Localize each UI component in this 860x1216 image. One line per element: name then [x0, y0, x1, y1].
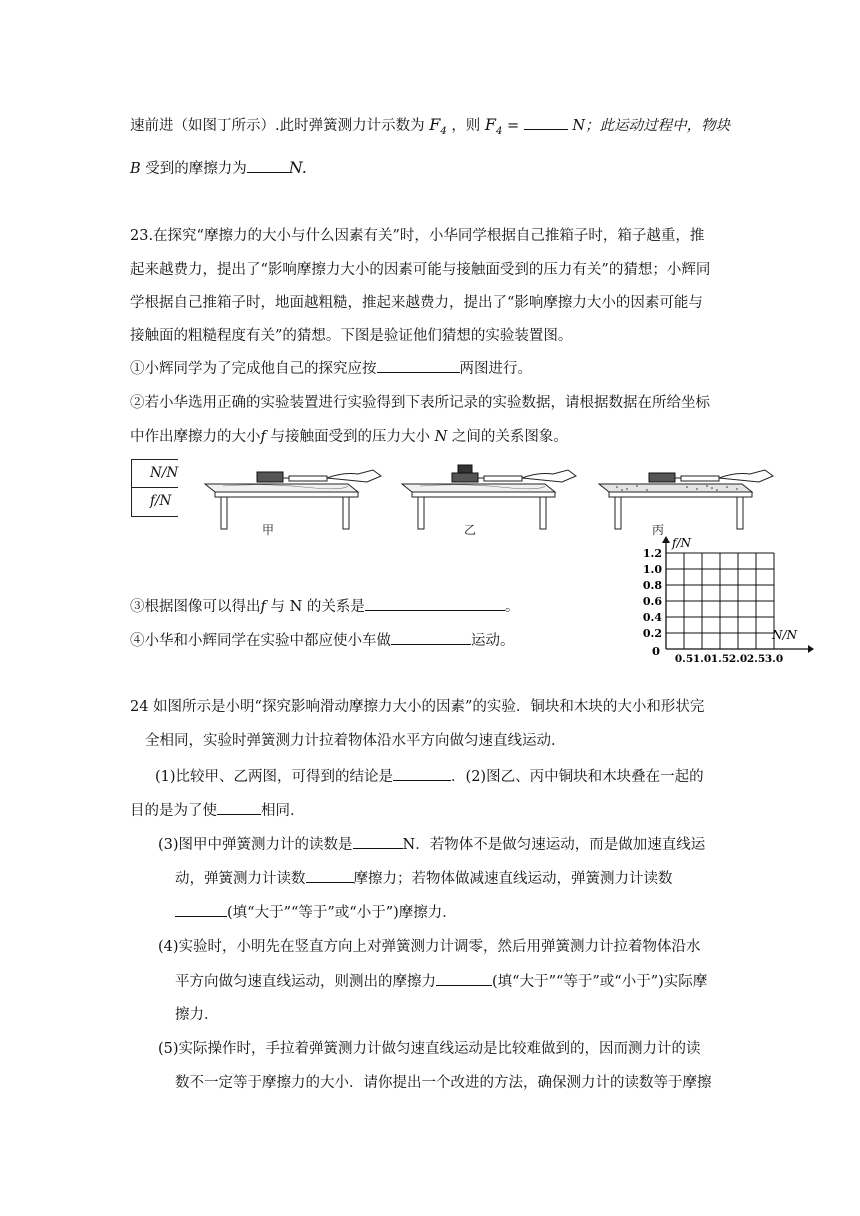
- q24-line-1: 24 如图所示是小明“探究影响滑动摩擦力大小的因素”的实验．铜块和木块的大小和形状完: [130, 699, 705, 715]
- text: ③根据图像可以得出: [130, 599, 261, 615]
- text: N．若物体不是做匀速运动，而是做加速直线运: [402, 837, 706, 853]
- text: 与接触面受到的压力大小: [265, 429, 435, 445]
- x-tick-label: 1.0: [692, 653, 712, 665]
- text-line-1: [130, 115, 730, 142]
- q24-line-10: 擦力．: [175, 1007, 219, 1023]
- text: 与 N 的关系是: [265, 599, 365, 615]
- text: 之间的关系图象。: [447, 429, 568, 445]
- answer-blank[interactable]: [391, 630, 471, 645]
- var-f: f: [260, 429, 266, 445]
- unit: N.: [288, 158, 307, 177]
- answer-blank[interactable]: [436, 971, 492, 986]
- text: 两图进行。: [459, 361, 532, 377]
- var-f4: $F_4$: [484, 115, 503, 138]
- answer-blank[interactable]: [353, 834, 403, 849]
- coordinate-grid-chart: [636, 535, 814, 665]
- text: 受到的摩擦力为: [140, 161, 247, 177]
- y-axis-arrow: [662, 536, 670, 543]
- text: (1)比较甲、乙两图，可得到的结论是: [155, 769, 394, 785]
- q23-sub-4: [130, 630, 515, 651]
- y-tick-label: 0.2: [642, 627, 662, 640]
- answer-blank[interactable]: [365, 596, 505, 611]
- q24-line-11: (5)实际操作时，手拉着弹簧测力计做匀速直线运动是比较难做到的，因而测力计的读: [158, 1041, 701, 1057]
- equals: =: [507, 118, 520, 134]
- q24-line-4: [130, 800, 305, 821]
- y-tick-label: 0.4: [642, 611, 662, 624]
- x-tick-label: 2.5: [746, 653, 766, 665]
- q23-sub-2-line-2: [130, 427, 568, 447]
- q23-line-3: 学根据自己推箱子时，地面越粗糙，推起来越费力，提出了“影响摩擦力大小的因素可能与: [130, 295, 703, 311]
- q23-sub-2-line-1: ②若小华选用正确的实验装置进行实验得到下表所记录的实验数据，请根据数据在所给坐标: [130, 395, 710, 411]
- answer-blank[interactable]: [377, 358, 460, 373]
- answer-blank[interactable]: [175, 902, 227, 917]
- text: 动，弹簧测力计读数: [175, 871, 306, 887]
- figure-caption-jia: 甲: [262, 523, 275, 537]
- var-f: f: [260, 599, 266, 615]
- x-tick-label: 1.5: [710, 653, 730, 665]
- y-axis-label: f/N: [672, 536, 691, 550]
- y-tick-label: 0.8: [642, 579, 662, 592]
- table-row: f/N: [132, 487, 178, 514]
- y-tick-label: 1.2: [642, 547, 662, 560]
- answer-blank[interactable]: [247, 158, 289, 173]
- q23-line-4: 接触面的粗糙程度有关”的猜想。下图是验证他们猜想的实验装置图。: [130, 328, 573, 344]
- answer-blank[interactable]: [393, 766, 451, 781]
- figure-bing: [597, 462, 782, 530]
- q23-sub-1: [130, 358, 532, 379]
- text-line-2: [130, 158, 307, 179]
- figure-caption-bing: 丙: [652, 523, 665, 537]
- x-tick-label: 0.5: [674, 653, 694, 665]
- text: 。: [504, 599, 520, 615]
- figure-yi: [400, 462, 585, 530]
- text: (填“大于”“等于”或“小于”)摩擦力．: [227, 905, 457, 921]
- text: 平方向做匀速直线运动，则测出的摩擦力: [175, 974, 436, 990]
- var-f4: $F_4$: [429, 115, 447, 138]
- figure-caption-yi: 乙: [464, 523, 477, 537]
- text: 目的是为了使: [130, 803, 217, 819]
- text: ．(2)图乙、丙中铜块和木块叠在一起的: [451, 769, 704, 785]
- q24-line-8: (4)实验时，小明先在竖直方向上对弹簧测力计调零，然后用弹簧测力计拉着物体沿水: [158, 939, 701, 955]
- y-tick-label: 0.6: [642, 595, 662, 608]
- text: 相同．: [261, 803, 305, 819]
- q24-line-7: [175, 902, 457, 923]
- text: 摩擦力；若物体做减速直线运动，弹簧测力计读数: [353, 871, 673, 887]
- var-n: N: [434, 429, 448, 445]
- table-row: N/N: [150, 465, 179, 481]
- x-tick-label: 3.0: [764, 653, 784, 665]
- q24-line-3: [155, 766, 704, 787]
- text: ①小辉同学为了完成他自己的探究应按: [130, 361, 377, 377]
- text: (3)图甲中弹簧测力计的读数是: [158, 837, 353, 853]
- x-axis-label: N/N: [772, 628, 798, 642]
- text: 中作出摩擦力的大小: [130, 429, 261, 445]
- text: 速前进（如图丁所示）.此时弹簧测力计示数为: [130, 118, 425, 134]
- text: (填“大于”“等于”或“小于”)实际摩: [492, 974, 708, 990]
- origin-label: 0: [652, 644, 661, 658]
- answer-blank[interactable]: [306, 868, 354, 883]
- q24-line-9: [175, 971, 707, 992]
- answer-blank[interactable]: [217, 800, 261, 815]
- data-table: [131, 459, 178, 517]
- var-b: B: [130, 161, 141, 177]
- x-tick-label: 2.0: [728, 653, 748, 665]
- text: 运动。: [471, 633, 515, 649]
- text: ，则: [451, 118, 481, 134]
- q24-line-5: [158, 834, 705, 855]
- y-tick-label: 1.0: [642, 563, 662, 576]
- answer-blank[interactable]: [524, 115, 568, 130]
- q24-line-6: [175, 868, 673, 889]
- q23-line-2: 起来越费力，提出了“影响摩擦力大小的因素可能与接触面受到的压力有关”的猜想；小辉同: [130, 262, 711, 278]
- text: N；此运动过程中，物块: [572, 118, 731, 134]
- figure-jia: [203, 462, 388, 530]
- q24-line-2: 全相同，实验时弹簧测力计拉着物体沿水平方向做匀速直线运动．: [145, 733, 566, 749]
- q24-line-12: 数不一定等于摩擦力的大小．请你提出一个改进的方法，确保测力计的读数等于摩擦: [175, 1075, 712, 1091]
- text: ④小华和小辉同学在实验中都应使小车做: [130, 633, 391, 649]
- x-axis-arrow: [808, 645, 814, 653]
- q23-line-1: 23.在探究“摩擦力的大小与什么因素有关”时，小华同学根据自己推箱子时，箱子越重，推: [130, 228, 705, 244]
- q23-sub-3: [130, 596, 519, 617]
